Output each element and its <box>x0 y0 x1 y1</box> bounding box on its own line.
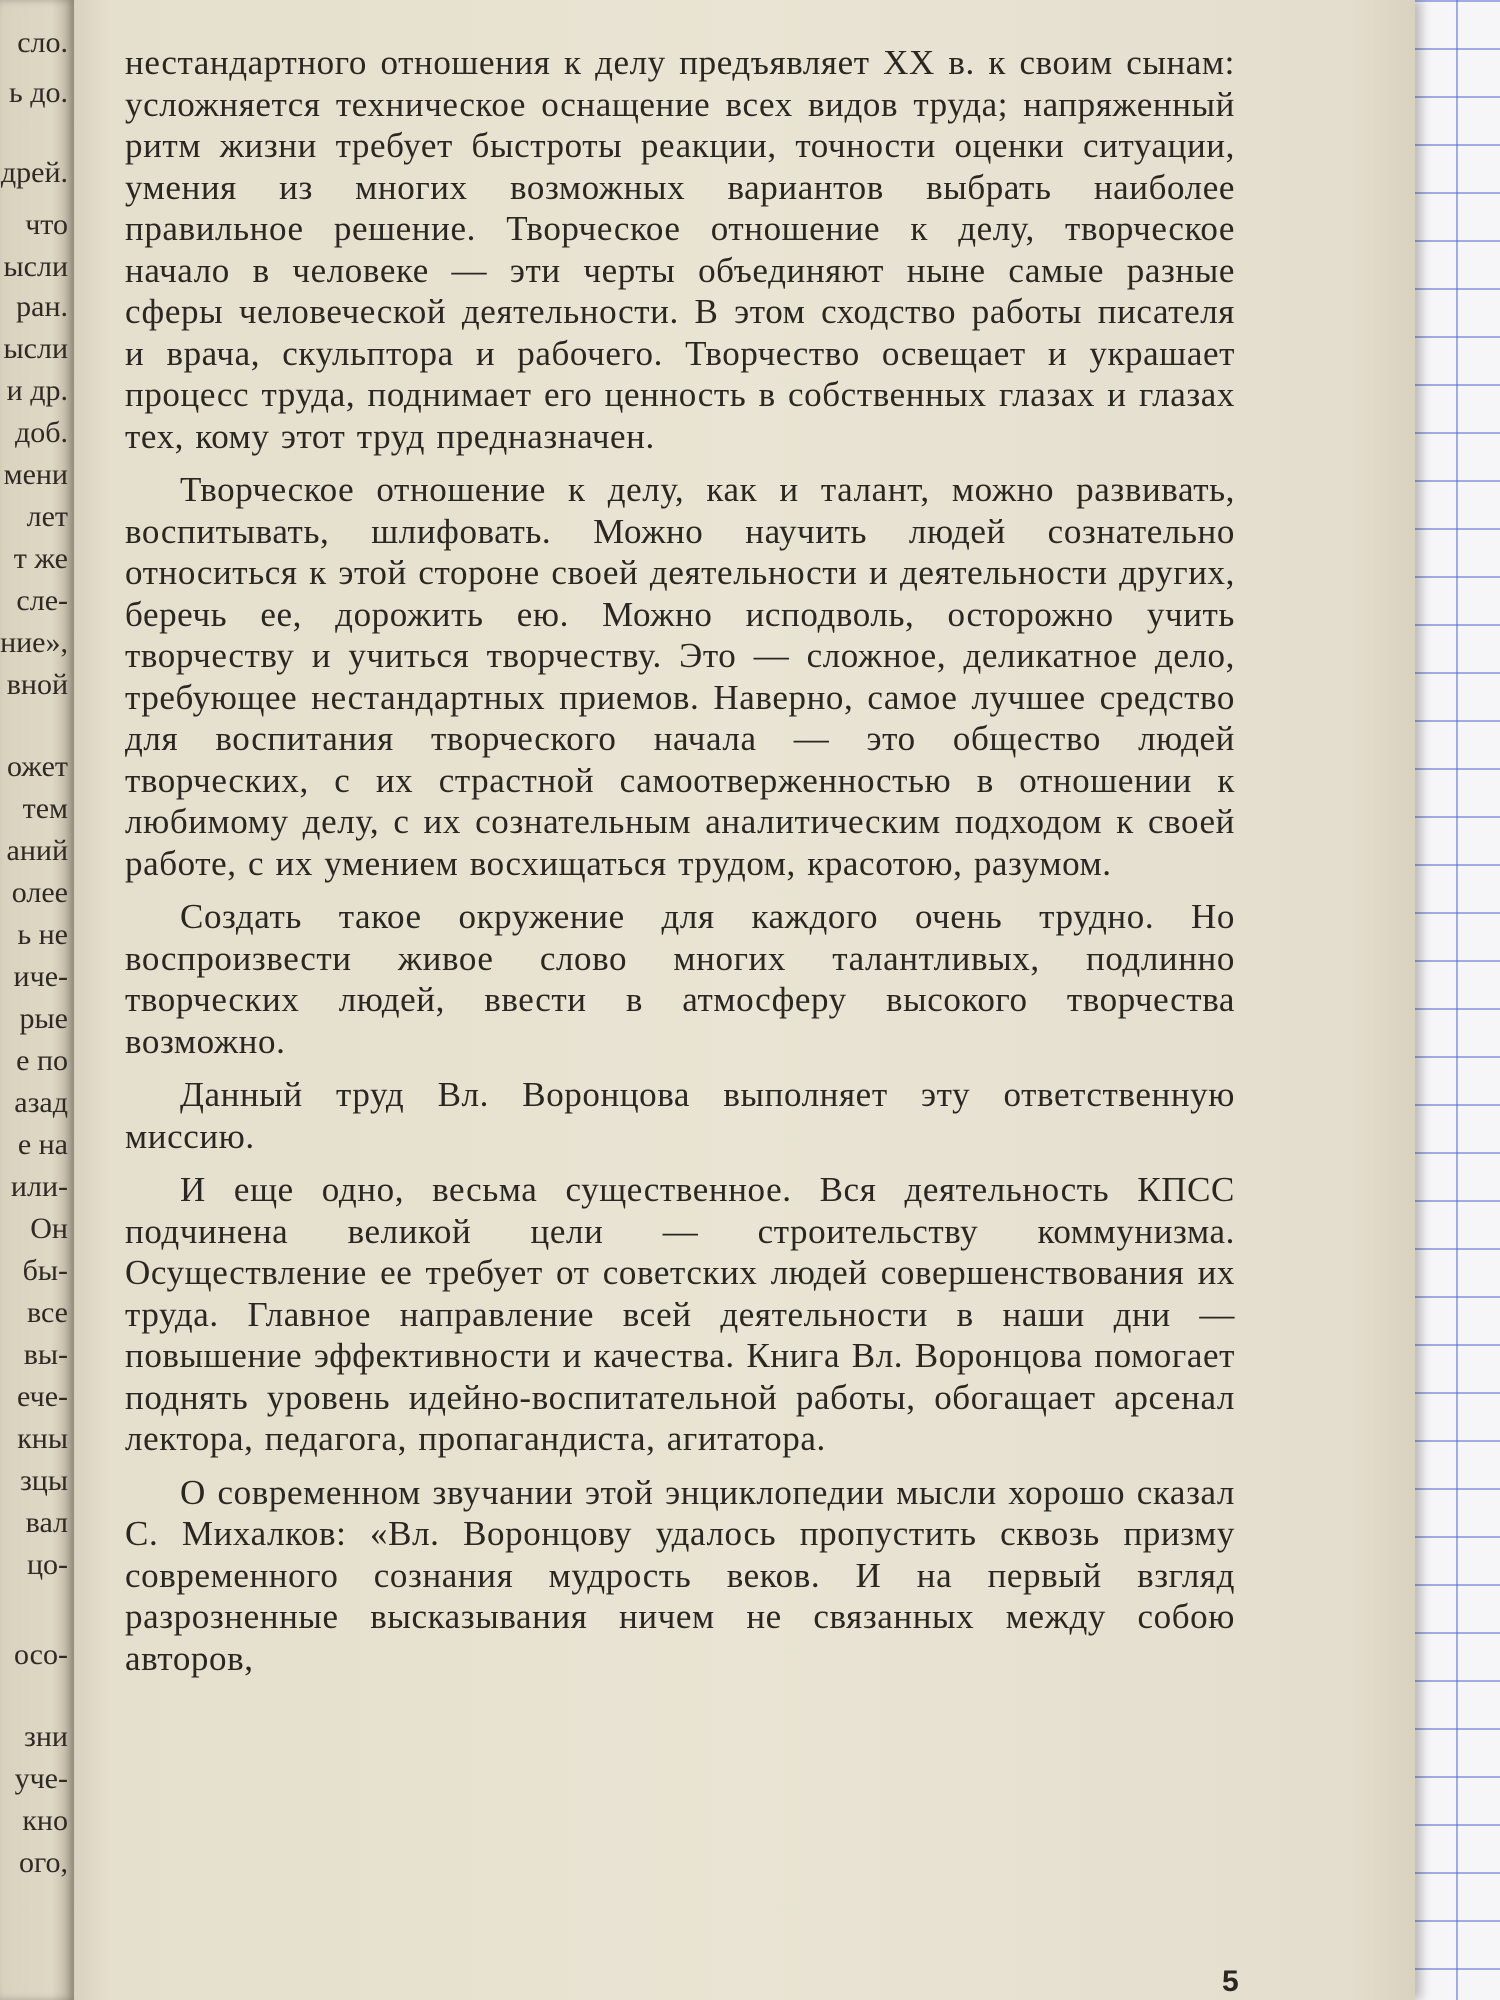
left-page-fragment: все <box>27 1296 68 1329</box>
left-page-fragment: и др. <box>6 374 68 407</box>
left-page-fragment: ние», <box>0 626 68 659</box>
left-page-fragment: ь не <box>17 918 68 951</box>
left-page-fragment: е по <box>16 1044 68 1077</box>
left-page-fragment: ого, <box>18 1846 68 1879</box>
left-page-fragment: дрей. <box>0 156 68 189</box>
left-page-fragment: осо- <box>13 1638 68 1671</box>
paragraph: И еще одно, весьма существенное. Вся деятельность КПСС подчинена великой цели — строительству коммунизма. Осуществление ее требует от советских людей совершенствования их труда. Главное направление всей деятельности в наши дни — повышение эффективности и качества. Книга Вл. Воронцова помогает поднять уровень идейно-воспитательной работы, обогащает арсенал лектора, педагога, пропагандиста, агитатора. <box>125 1170 1235 1458</box>
left-page-fragment: ысли <box>3 332 68 365</box>
left-page-fragment: доб. <box>14 416 68 449</box>
left-page-fragment: рые <box>19 1002 68 1035</box>
left-page-fragment: е на <box>17 1128 68 1161</box>
left-page-fragment: кно <box>22 1804 68 1837</box>
page-text <box>125 42 1235 1691</box>
left-page-fragment: вы- <box>23 1338 68 1371</box>
left-page-fragment: зцы <box>19 1464 68 1497</box>
left-page-fragment: уче- <box>14 1762 68 1795</box>
paragraph: О современном звучании этой энциклопедии мысли хорошо сказал С. Михалков: «Вл. Воронцову удалось пропустить сквозь призму современного сознания мудрость веков. И на первый взгляд разрозненные высказывания ничем не связанных между собою авторов, <box>125 1472 1235 1678</box>
left-page-fragment: мени <box>3 458 68 491</box>
left-page-fragment: сле- <box>16 584 68 617</box>
left-page-fragment: аний <box>6 834 68 867</box>
left-page-fragment: вной <box>6 668 68 701</box>
left-page-fragment: или- <box>10 1170 68 1203</box>
left-page-fragment: Он <box>30 1212 68 1245</box>
left-page-fragment: что <box>25 208 68 241</box>
left-page-fragment: ече- <box>17 1380 68 1413</box>
left-page-fragment: зни <box>24 1720 68 1753</box>
left-page-fragment: вал <box>25 1506 68 1539</box>
left-page-fragment: ожет <box>6 750 68 783</box>
left-page-fragment: бы- <box>22 1254 68 1287</box>
left-page-fragment: лет <box>26 500 68 533</box>
page-number: 5 <box>1222 1965 1239 1998</box>
paragraph: Данный труд Вл. Воронцова выполняет эту ответственную миссию. <box>125 1075 1235 1156</box>
left-page-edge <box>0 0 74 2000</box>
left-page-fragment: т же <box>13 542 68 575</box>
left-page-fragment: ь до. <box>9 76 68 109</box>
left-page-fragment: ран. <box>16 290 68 323</box>
left-page-fragment: олее <box>11 876 68 909</box>
left-page-fragment: тем <box>22 792 68 825</box>
left-page-fragment: цо- <box>26 1548 68 1581</box>
paragraph: Создать такое окружение для каждого очень трудно. Но воспроизвести живое слово многих талантливых, подлинно творческих людей, ввести в атмосферу высокого творчества возможно. <box>125 897 1235 1061</box>
paragraph: нестандартного отношения к делу предъявляет XX в. к своим сынам: усложняется техническое оснащение всех видов труда; напряженный ритм жизни требует быстроты реакции, точности оценки ситуации, умения из многих возможных вариантов выбрать наиболее правильное решение. Творческое отношение к делу, творческое начало в человеке — эти черты объединяют ныне самые разные сферы человеческой деятельности. В этом сходство работы писателя и врача, скульптора и рабочего. Творчество освещает и украшает процесс труда, поднимает его ценность в собственных глазах и глазах тех, кому этот труд предназначен. <box>125 43 1235 456</box>
paragraph: Творческое отношение к делу, как и талант, можно развивать, воспитывать, шлифовать. Можно научить людей сознательно относиться к этой стороне своей деятельности и деятельности других, беречь ее, дорожить ею. Можно исподволь, осторожно учить творчеству и учиться творчеству. Это — сложное, деликатное дело, требующее нестандартных приемов. Наверно, самое лучшее средство для воспитания творческого начала — это общество людей творческих, с их страстной самоотверженностью в отношении к любимому делу, с их сознательным аналитическим подходом к своей работе, с их умением восхищаться трудом, красотою, разумом. <box>125 470 1235 883</box>
left-page-fragment: иче- <box>13 960 68 993</box>
left-page-fragment: азад <box>14 1086 68 1119</box>
left-page-fragment: ысли <box>3 250 68 283</box>
left-page-fragment: сло. <box>17 26 68 59</box>
left-page-fragment: кны <box>17 1422 68 1455</box>
